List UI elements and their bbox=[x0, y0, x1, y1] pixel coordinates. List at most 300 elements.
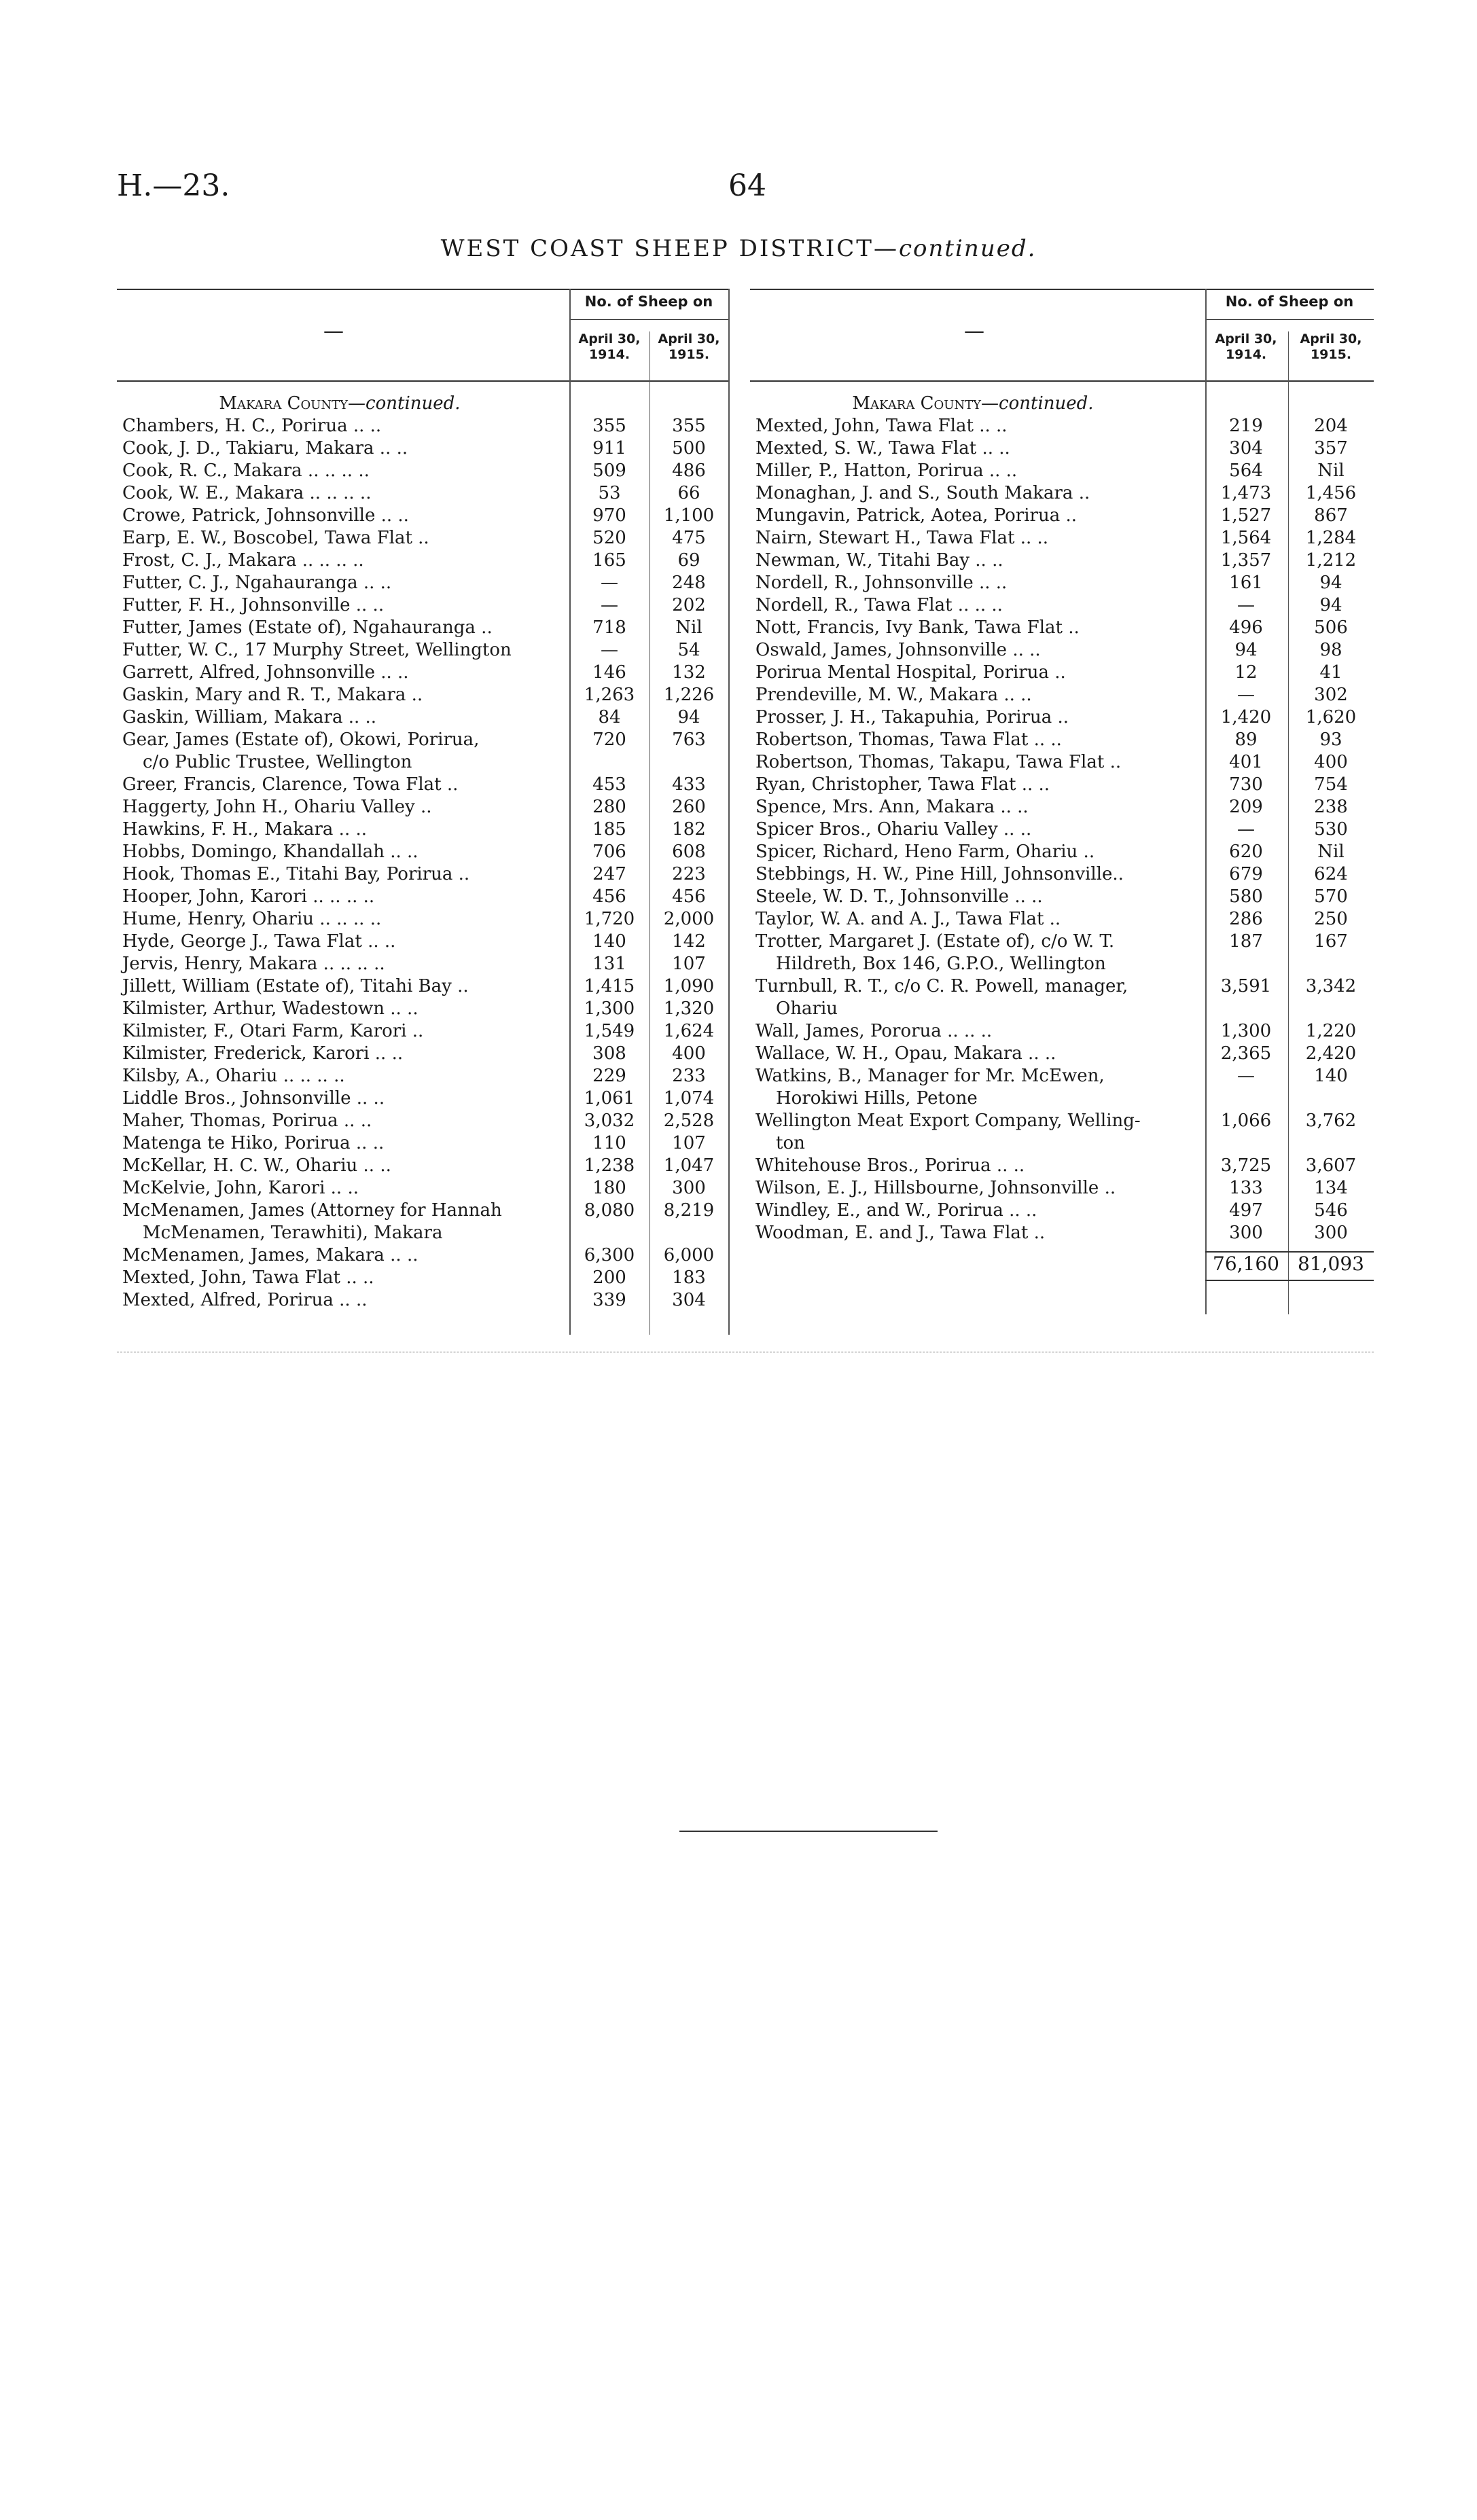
leader-dots: .. .. .. .. bbox=[306, 886, 375, 907]
table-row bbox=[755, 975, 1374, 1020]
sheep-1914: 1,549 bbox=[584, 1021, 635, 1041]
right-april-1914-header: April 30, 1914. bbox=[1215, 331, 1277, 362]
sheep-1914: 3,725 bbox=[1220, 1155, 1272, 1176]
leader-dots: .. bbox=[1078, 842, 1095, 862]
table-row bbox=[755, 527, 1374, 550]
table-row bbox=[122, 953, 728, 975]
right-table-top-rule bbox=[750, 289, 1374, 290]
sheep-1914: 161 bbox=[1229, 573, 1263, 593]
owner-name: Nordell, R., Tawa Flat .. .. .. bbox=[755, 595, 1003, 615]
sheep-1915: 546 bbox=[1314, 1200, 1348, 1221]
owner-name: Greer, Francis, Clarence, Towa Flat .. bbox=[122, 774, 459, 795]
sheep-1915: 1,624 bbox=[663, 1021, 715, 1041]
table-row bbox=[122, 527, 728, 550]
owner-name: Monaghan, J. and S., South Makara .. bbox=[755, 483, 1090, 503]
table-row bbox=[122, 1244, 728, 1267]
sheep-1914: 1,061 bbox=[584, 1088, 635, 1109]
table-row bbox=[755, 751, 1374, 774]
sheep-1915: 1,620 bbox=[1305, 707, 1357, 727]
table-row bbox=[755, 1020, 1374, 1043]
sheep-1915: 204 bbox=[1314, 416, 1348, 436]
leader-dots: .. bbox=[452, 864, 470, 884]
leader-dots: .. .. bbox=[350, 1133, 385, 1153]
sheep-1914: — bbox=[601, 640, 618, 660]
sheep-1915: 223 bbox=[672, 864, 706, 884]
table-row bbox=[122, 1110, 728, 1132]
document-reference: H.—23. bbox=[117, 168, 230, 203]
sheep-1914: 308 bbox=[592, 1043, 626, 1064]
sheep-1915: 357 bbox=[1314, 438, 1348, 458]
table-row bbox=[755, 818, 1374, 841]
sheep-1914: 620 bbox=[1229, 842, 1263, 862]
owner-name-continued: Hildreth, Box 146, G.P.O., Wellington bbox=[776, 954, 1106, 974]
owner-name: Nott, Francis, Ivy Bank, Tawa Flat .. bbox=[755, 617, 1080, 638]
sheep-1915: 140 bbox=[1314, 1066, 1348, 1086]
owner-name: Newman, W., Titahi Bay .. .. bbox=[755, 550, 1003, 571]
leader-dots: .. .. bbox=[342, 707, 377, 727]
owner-name: Chambers, H. C., Porirua .. .. bbox=[122, 416, 382, 436]
sheep-1914: 187 bbox=[1229, 931, 1263, 952]
right-april-1915-header: April 30, 1915. bbox=[1300, 331, 1362, 362]
owner-name: Liddle Bros., Johnsonville .. .. bbox=[122, 1088, 385, 1109]
end-rule bbox=[679, 1831, 938, 1832]
leader-dots: .. bbox=[1104, 752, 1122, 772]
owner-name: Frost, C. J., Makara .. .. .. .. bbox=[122, 550, 364, 571]
leader-dots: .. bbox=[475, 617, 493, 638]
owner-name: Turnbull, R. T., c/o C. R. Powell, manager, Ohariu bbox=[755, 975, 1190, 1020]
table-row bbox=[122, 594, 728, 617]
sheep-1914: 1,300 bbox=[1220, 1021, 1272, 1041]
sheep-1914: 1,415 bbox=[584, 976, 635, 996]
table-row bbox=[755, 1065, 1374, 1110]
leader-dots: .. .. bbox=[350, 595, 385, 615]
sheep-1914: 247 bbox=[592, 864, 626, 884]
sheep-1915: 754 bbox=[1314, 774, 1348, 795]
left-no-of-sheep-header: No. of Sheep on bbox=[584, 293, 713, 310]
owner-name: Porirua Mental Hospital, Porirua .. bbox=[755, 662, 1066, 683]
owner-name: Hooper, John, Karori .. .. .. .. bbox=[122, 886, 375, 907]
owner-name-continued: Ohariu bbox=[776, 998, 838, 1019]
owner-name: Woodman, E. and J., Tawa Flat .. bbox=[755, 1223, 1046, 1243]
left-name-column-header: — bbox=[323, 319, 344, 343]
leader-dots: .. bbox=[412, 528, 429, 548]
owner-name: Cook, R. C., Makara .. .. .. .. bbox=[122, 461, 370, 481]
left-section-heading: Makara County—continued. bbox=[219, 393, 461, 414]
sheep-1914: 580 bbox=[1229, 886, 1263, 907]
sheep-1915: 1,047 bbox=[663, 1155, 715, 1176]
table-row bbox=[755, 415, 1374, 437]
table-row bbox=[755, 1110, 1374, 1155]
leader-dots: .. .. bbox=[325, 1178, 359, 1198]
sheep-1915: 1,284 bbox=[1305, 528, 1357, 548]
owner-name: Cook, W. E., Makara .. .. .. .. bbox=[122, 483, 372, 503]
sheep-1914: 3,032 bbox=[584, 1111, 635, 1131]
sheep-1914: 706 bbox=[592, 842, 626, 862]
sheep-1915: 134 bbox=[1314, 1178, 1348, 1198]
leader-dots: .. bbox=[1063, 617, 1080, 638]
sheep-1915: 54 bbox=[677, 640, 700, 660]
leader-dots: .. .. .. .. bbox=[296, 550, 364, 571]
left-april-1914-header: April 30, 1914. bbox=[578, 331, 641, 362]
owner-name: Garrett, Alfred, Johnsonville .. .. bbox=[122, 662, 409, 683]
right-rows bbox=[755, 415, 1374, 1244]
owner-name: Mungavin, Patrick, Aotea, Porirua .. bbox=[755, 505, 1078, 526]
right-name-column-header: — bbox=[964, 319, 984, 343]
sheep-1914: 53 bbox=[598, 483, 621, 503]
table-row bbox=[122, 818, 728, 841]
owner-name: Cook, J. D., Takiaru, Makara .. .. bbox=[122, 438, 408, 458]
sheep-1914: 180 bbox=[592, 1178, 626, 1198]
owner-name: McMenamen, James, Makara .. .. bbox=[122, 1245, 419, 1265]
sheep-1915: 530 bbox=[1314, 819, 1348, 840]
owner-name: McKelvie, John, Karori .. .. bbox=[122, 1178, 359, 1198]
sheep-1914: 720 bbox=[592, 730, 626, 750]
sheep-1915: 400 bbox=[1314, 752, 1348, 772]
table-row bbox=[755, 617, 1374, 639]
table-row bbox=[755, 931, 1374, 975]
sheep-1915: 233 bbox=[672, 1066, 706, 1086]
leader-dots: .. .. bbox=[361, 931, 396, 952]
leader-dots: .. .. bbox=[976, 438, 1010, 458]
sheep-1914: 84 bbox=[598, 707, 621, 727]
sheep-1914: — bbox=[1237, 1066, 1255, 1086]
sheep-1914: 1,300 bbox=[584, 998, 635, 1019]
leader-dots: .. .. bbox=[374, 438, 408, 458]
sheep-1914: 185 bbox=[592, 819, 626, 840]
owner-name: Ryan, Christopher, Tawa Flat .. .. bbox=[755, 774, 1050, 795]
sheep-1915: 300 bbox=[1314, 1223, 1348, 1243]
sheep-1914: 133 bbox=[1229, 1178, 1263, 1198]
owner-name: Wallace, W. H., Opau, Makara .. .. bbox=[755, 1043, 1056, 1064]
sheep-1915: 2,000 bbox=[663, 909, 715, 929]
sheep-1914: 970 bbox=[592, 505, 626, 526]
owner-name: Watkins, B., Manager for Mr. McEwen, Horokiwi Hills, Petone bbox=[755, 1065, 1190, 1110]
left-table-header-rule bbox=[117, 380, 728, 382]
left-sheep-table bbox=[122, 393, 728, 1312]
sheep-1915: 107 bbox=[672, 1133, 706, 1153]
table-row bbox=[755, 1177, 1374, 1200]
owner-name: Jervis, Henry, Makara .. .. .. .. bbox=[122, 954, 385, 974]
table-row bbox=[122, 886, 728, 908]
sheep-1915: 183 bbox=[672, 1267, 706, 1288]
sheep-1915: 608 bbox=[672, 842, 706, 862]
sheep-1915: 486 bbox=[672, 461, 706, 481]
owner-name-continued: c/o Public Trustee, Wellington bbox=[143, 752, 412, 772]
table-row bbox=[755, 908, 1374, 931]
sheep-1914: 509 bbox=[592, 461, 626, 481]
sheep-1914: 94 bbox=[1234, 640, 1258, 660]
leader-dots: .. .. bbox=[998, 685, 1032, 705]
owner-name: Mexted, S. W., Tawa Flat .. .. bbox=[755, 438, 1010, 458]
sheep-1914: 1,066 bbox=[1220, 1111, 1272, 1131]
owner-name: Gaskin, William, Makara .. .. bbox=[122, 707, 377, 727]
leader-dots: .. .. bbox=[1016, 774, 1050, 795]
sheep-1914: 911 bbox=[592, 438, 626, 458]
sheep-1914: 8,080 bbox=[584, 1200, 635, 1221]
sheep-1915: 763 bbox=[672, 730, 706, 750]
sheep-1915: 202 bbox=[672, 595, 706, 615]
table-row bbox=[122, 684, 728, 706]
sheep-1914: 229 bbox=[592, 1066, 626, 1086]
sheep-1914: 12 bbox=[1234, 662, 1258, 683]
table-row bbox=[122, 729, 728, 774]
leader-dots: .. bbox=[1060, 505, 1078, 526]
owner-name: Gear, James (Estate of), Okowi, Porirua, c/o Public Trustee, Wellington bbox=[122, 729, 550, 774]
right-table-sheep-rule bbox=[1205, 319, 1374, 320]
total-1915: 81,093 bbox=[1298, 1253, 1364, 1275]
sheep-1914: 1,238 bbox=[584, 1155, 635, 1176]
total-1914: 76,160 bbox=[1213, 1253, 1279, 1275]
owner-name: Spence, Mrs. Ann, Makara .. .. bbox=[755, 797, 1029, 817]
sheep-1915: 433 bbox=[672, 774, 706, 795]
sheep-1914: 401 bbox=[1229, 752, 1263, 772]
sheep-1914: 6,300 bbox=[584, 1245, 635, 1265]
sheep-1915: 69 bbox=[677, 550, 700, 571]
sheep-1915: 302 bbox=[1314, 685, 1348, 705]
sheep-1915: 3,762 bbox=[1305, 1111, 1357, 1131]
owner-name: Robertson, Thomas, Tawa Flat .. .. bbox=[755, 730, 1062, 750]
table-row bbox=[122, 774, 728, 796]
owner-name: McMenamen, James (Attorney for Hannah McMenamen, Terawhiti), Makara bbox=[122, 1200, 550, 1244]
owner-name: Futter, C. J., Ngahauranga .. .. bbox=[122, 573, 392, 593]
right-table-header-rule bbox=[750, 380, 1374, 382]
leader-dots: .. bbox=[441, 774, 459, 795]
owner-name: Maher, Thomas, Porirua .. .. bbox=[122, 1111, 372, 1131]
sheep-1914: — bbox=[601, 595, 618, 615]
sheep-1914: 2,365 bbox=[1220, 1043, 1272, 1064]
sheep-1914: 339 bbox=[592, 1290, 626, 1310]
owner-name-continued: Horokiwi Hills, Petone bbox=[776, 1088, 978, 1109]
sheep-1915: 1,456 bbox=[1305, 483, 1357, 503]
sheep-1915: 355 bbox=[672, 416, 706, 436]
leader-dots: .. bbox=[1045, 730, 1062, 750]
leader-dots: .. .. bbox=[973, 416, 1008, 436]
sheep-1915: 300 bbox=[672, 1178, 706, 1198]
table-row bbox=[122, 1289, 728, 1312]
owner-name: Kilmister, Frederick, Karori .. .. bbox=[122, 1043, 404, 1064]
sheep-1914: 165 bbox=[592, 550, 626, 571]
owner-name: McKellar, H. C. W., Ohariu .. .. bbox=[122, 1155, 391, 1176]
table-row bbox=[122, 639, 728, 662]
sheep-1915: 475 bbox=[672, 528, 706, 548]
owner-name: Steele, W. D. T., Johnsonville .. .. bbox=[755, 886, 1043, 907]
table-row bbox=[755, 706, 1374, 729]
owner-name: Whitehouse Bros., Porirua .. .. bbox=[755, 1155, 1025, 1176]
leader-dots: .. .. .. .. bbox=[304, 483, 372, 503]
owner-name: Taylor, W. A. and A. J., Tawa Flat .. bbox=[755, 909, 1061, 929]
leader-dots: .. .. bbox=[357, 1155, 391, 1176]
sheep-1915: 3,342 bbox=[1305, 976, 1357, 996]
table-row bbox=[755, 886, 1374, 908]
sheep-1914: 300 bbox=[1229, 1223, 1263, 1243]
leader-dots: .. .. .. .. bbox=[317, 954, 385, 974]
sheep-1914: 200 bbox=[592, 1267, 626, 1288]
leader-dots: .. bbox=[1052, 707, 1069, 727]
owner-name: Wilson, E. J., Hillsbourne, Johnsonville .. bbox=[755, 1178, 1116, 1198]
leader-dots: .. .. bbox=[340, 1267, 374, 1288]
leader-dots: .. .. bbox=[1014, 528, 1049, 548]
right-no-of-sheep-header: No. of Sheep on bbox=[1225, 293, 1354, 310]
sheep-1914: — bbox=[601, 573, 618, 593]
owner-name: Mexted, John, Tawa Flat .. .. bbox=[755, 416, 1008, 436]
owner-name: Prendeville, M. W., Makara .. .. bbox=[755, 685, 1032, 705]
leader-dots: .. bbox=[1099, 1178, 1116, 1198]
leader-dots: .. .. .. bbox=[941, 1021, 993, 1041]
owner-name: Hook, Thomas E., Titahi Bay, Porirua .. bbox=[122, 864, 470, 884]
left-table-sheep-rule bbox=[569, 319, 728, 320]
table-row bbox=[122, 1200, 728, 1244]
table-row bbox=[122, 460, 728, 482]
table-row bbox=[122, 975, 728, 998]
left-april-1915-header: April 30, 1915. bbox=[658, 331, 720, 362]
table-row bbox=[122, 908, 728, 931]
sheep-1915: 107 bbox=[672, 954, 706, 974]
leader-dots: .. .. bbox=[333, 1290, 368, 1310]
table-row bbox=[755, 1200, 1374, 1222]
table-row bbox=[122, 572, 728, 594]
sheep-1914: 286 bbox=[1229, 909, 1263, 929]
leader-dots: .. .. bbox=[351, 1088, 385, 1109]
total-bottom-rule bbox=[1205, 1280, 1374, 1281]
leader-dots: .. .. bbox=[1022, 1043, 1056, 1064]
table-row bbox=[755, 662, 1374, 684]
sheep-1915: 500 bbox=[672, 438, 706, 458]
owner-name: Earp, E. W., Boscobel, Tawa Flat .. bbox=[122, 528, 429, 548]
leader-dots: .. .. bbox=[1007, 640, 1041, 660]
sheep-1914: 355 bbox=[592, 416, 626, 436]
sheep-1915: 1,100 bbox=[663, 505, 715, 526]
owner-name: Crowe, Patrick, Johnsonville .. .. bbox=[122, 505, 409, 526]
table-row bbox=[122, 796, 728, 818]
leader-dots: .. .. bbox=[384, 1245, 419, 1265]
sheep-1915: 94 bbox=[1319, 573, 1342, 593]
sheep-1914: 456 bbox=[592, 886, 626, 907]
sheep-1915: 98 bbox=[1319, 640, 1342, 660]
owner-name: Wall, James, Pororua .. .. .. bbox=[755, 1021, 993, 1041]
sheep-1914: 131 bbox=[592, 954, 626, 974]
center-column-divider bbox=[728, 289, 730, 1335]
sheep-1914: 1,720 bbox=[584, 909, 635, 929]
owner-name: Kilmister, F., Otari Farm, Karori .. bbox=[122, 1021, 424, 1041]
leader-dots: .. .. bbox=[969, 550, 1003, 571]
table-row bbox=[122, 706, 728, 729]
owner-name: Windley, E., and W., Porirua .. .. bbox=[755, 1200, 1037, 1221]
sheep-1915: 6,000 bbox=[663, 1245, 715, 1265]
leader-dots: .. bbox=[406, 1021, 424, 1041]
owner-name: Hyde, George J., Tawa Flat .. .. bbox=[122, 931, 396, 952]
owner-name: Hobbs, Domingo, Khandallah .. .. bbox=[122, 842, 419, 862]
leader-dots: .. .. bbox=[991, 1155, 1025, 1176]
sheep-1915: Nil bbox=[1317, 842, 1345, 862]
sheep-1915: 182 bbox=[672, 819, 706, 840]
sheep-1914: 146 bbox=[592, 662, 626, 683]
sheep-1914: 679 bbox=[1229, 864, 1263, 884]
sheep-1915: 2,420 bbox=[1305, 1043, 1357, 1064]
sheep-1914: 110 bbox=[592, 1133, 626, 1153]
page-title: WEST COAST SHEEP DISTRICT—continued. bbox=[440, 235, 1037, 262]
leader-dots: .. .. bbox=[338, 1111, 372, 1131]
owner-name: Spicer Bros., Ohariu Valley .. .. bbox=[755, 819, 1032, 840]
sheep-1914: 1,420 bbox=[1220, 707, 1272, 727]
sheep-1914: 496 bbox=[1229, 617, 1263, 638]
owner-name: Mexted, Alfred, Porirua .. .. bbox=[122, 1290, 368, 1310]
sheep-1915: 238 bbox=[1314, 797, 1348, 817]
table-row bbox=[122, 931, 728, 953]
leader-dots: .. .. bbox=[997, 819, 1032, 840]
leader-dots: .. .. bbox=[969, 595, 1003, 615]
table-row bbox=[755, 505, 1374, 527]
sheep-1914: 1,473 bbox=[1220, 483, 1272, 503]
sheep-1915: 142 bbox=[672, 931, 706, 952]
sheep-1915: 1,220 bbox=[1305, 1021, 1357, 1041]
leader-dots: .. .. bbox=[333, 819, 368, 840]
sheep-1914: 497 bbox=[1229, 1200, 1263, 1221]
table-row bbox=[122, 863, 728, 886]
sheep-1915: 3,607 bbox=[1305, 1155, 1357, 1176]
owner-name: Haggerty, John H., Ohariu Valley .. bbox=[122, 797, 432, 817]
owner-name: Futter, James (Estate of), Ngahauranga .. bbox=[122, 617, 493, 638]
sheep-1915: 250 bbox=[1314, 909, 1348, 929]
leader-dots: .. bbox=[1044, 909, 1061, 929]
sheep-1914: — bbox=[1237, 685, 1255, 705]
sheep-1914: 89 bbox=[1234, 730, 1258, 750]
owner-name: Futter, W. C., 17 Murphy Street, Wellington bbox=[122, 640, 512, 660]
table-row bbox=[122, 1132, 728, 1155]
sheep-1914: 140 bbox=[592, 931, 626, 952]
sheep-1915: 1,074 bbox=[663, 1088, 715, 1109]
leader-dots: .. .. bbox=[375, 505, 409, 526]
table-row bbox=[755, 729, 1374, 751]
leader-dots: .. bbox=[406, 685, 423, 705]
sheep-1914: 730 bbox=[1229, 774, 1263, 795]
table-row bbox=[755, 594, 1374, 617]
owner-name: Matenga te Hiko, Porirua .. .. bbox=[122, 1133, 385, 1153]
right-section-heading: Makara County—continued. bbox=[852, 393, 1094, 414]
owner-name: Wellington Meat Export Company, Welling- ton bbox=[755, 1110, 1190, 1155]
owner-name: Prosser, J. H., Takapuhia, Porirua .. bbox=[755, 707, 1069, 727]
table-row bbox=[755, 460, 1374, 482]
owner-name-continued: ton bbox=[776, 1133, 805, 1153]
sheep-1915: 456 bbox=[672, 886, 706, 907]
table-row bbox=[755, 774, 1374, 796]
sheep-1915: 66 bbox=[677, 483, 700, 503]
leader-dots: .. .. bbox=[347, 416, 382, 436]
table-row bbox=[755, 863, 1374, 886]
owner-name: Gaskin, Mary and R. T., Makara .. bbox=[122, 685, 423, 705]
sheep-1914: 209 bbox=[1229, 797, 1263, 817]
sheep-1914: — bbox=[1237, 819, 1255, 840]
sheep-1915: 94 bbox=[677, 707, 700, 727]
table-row bbox=[122, 550, 728, 572]
table-row bbox=[122, 437, 728, 460]
owner-name: Mexted, John, Tawa Flat .. .. bbox=[122, 1267, 374, 1288]
sheep-1914: 219 bbox=[1229, 416, 1263, 436]
sheep-1914: 3,591 bbox=[1220, 976, 1272, 996]
sheep-1914: 304 bbox=[1229, 438, 1263, 458]
sheep-1914: 453 bbox=[592, 774, 626, 795]
table-row bbox=[122, 415, 728, 437]
sheep-1915: 41 bbox=[1319, 662, 1342, 683]
table-row bbox=[122, 617, 728, 639]
table-row bbox=[122, 998, 728, 1020]
leader-dots: .. bbox=[451, 976, 469, 996]
right-sheep-table bbox=[755, 393, 1374, 1281]
table-row bbox=[122, 1020, 728, 1043]
sheep-1914: 1,527 bbox=[1220, 505, 1272, 526]
sheep-1915: 304 bbox=[672, 1290, 706, 1310]
table-row bbox=[122, 1177, 728, 1200]
sheep-1915: 400 bbox=[672, 1043, 706, 1064]
